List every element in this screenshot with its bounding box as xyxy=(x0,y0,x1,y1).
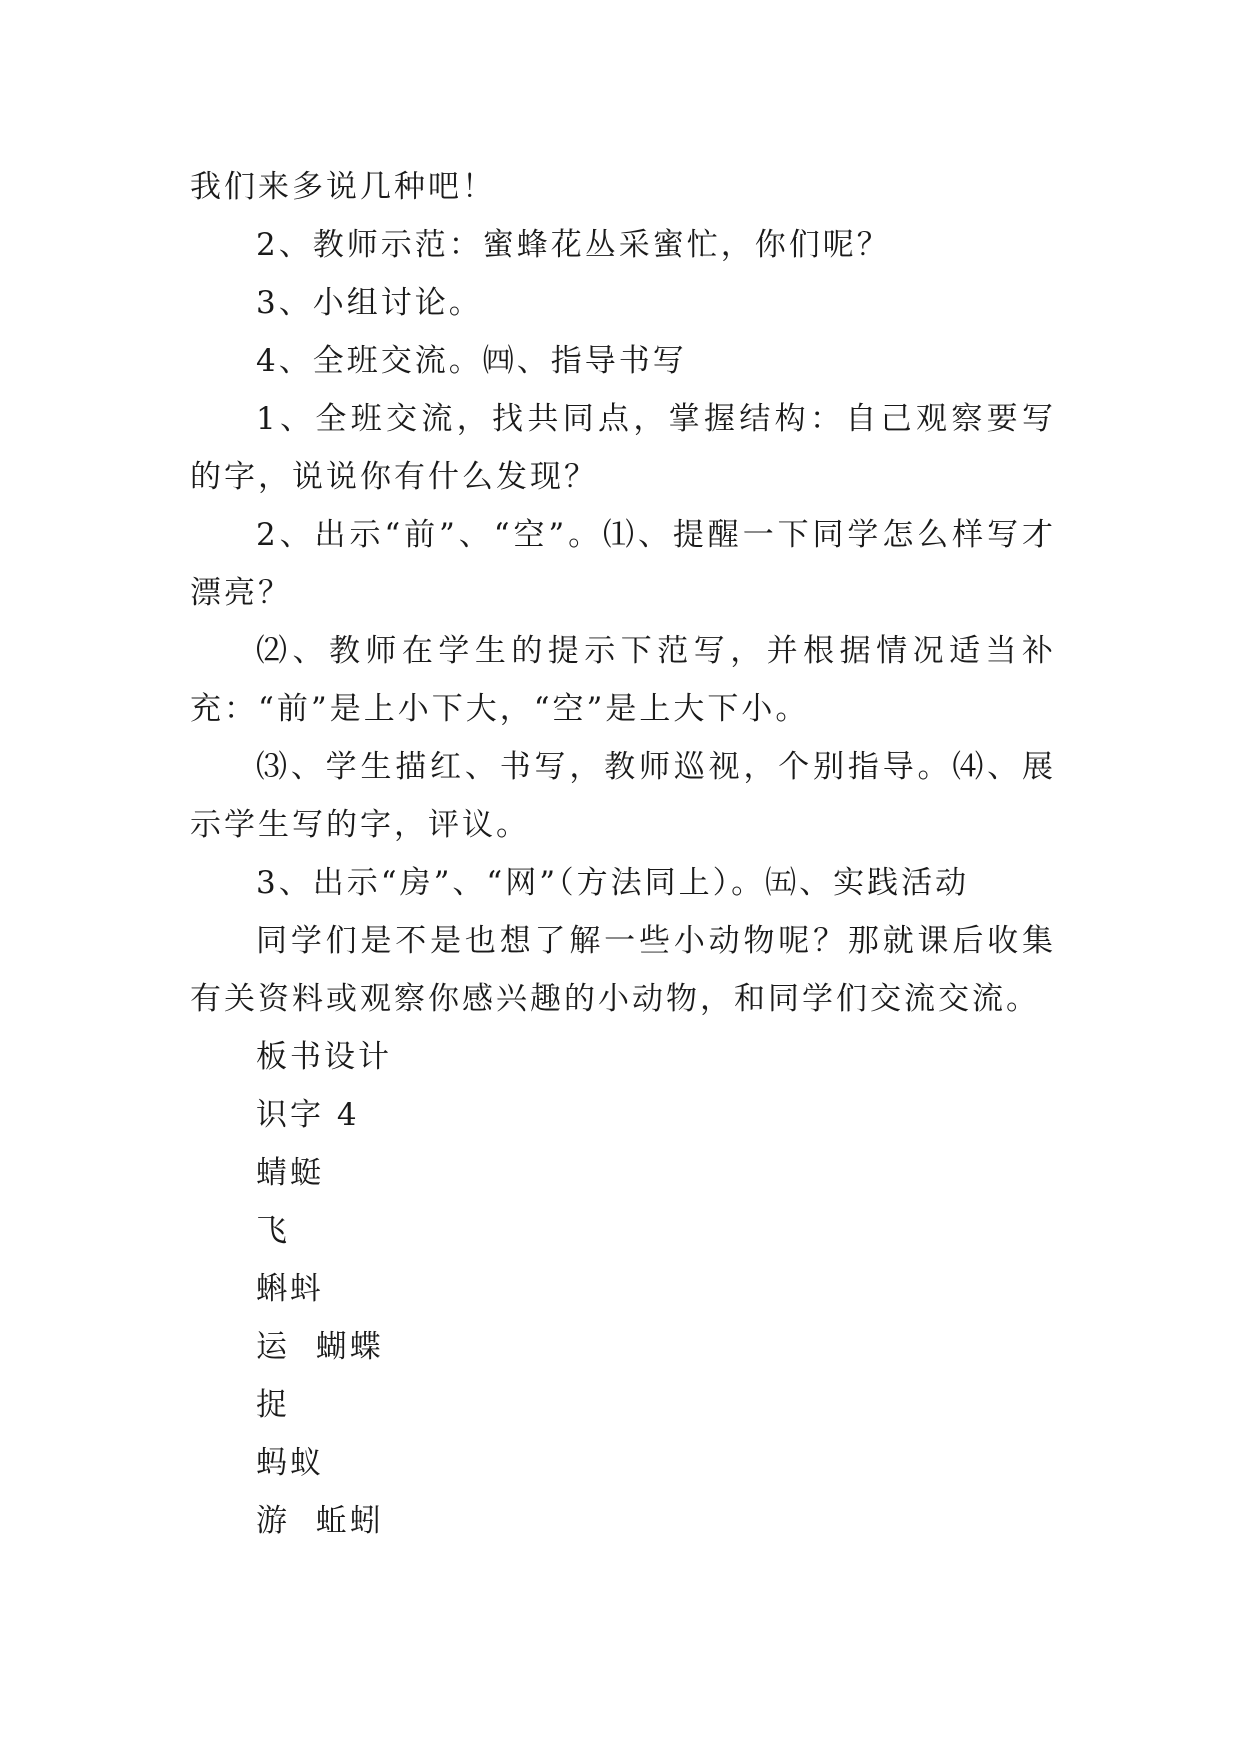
paragraph-class-exchange: 4、全班交流。㈣、指导书写 xyxy=(256,343,687,379)
board-line: 蝌蚪 xyxy=(256,1271,324,1307)
paragraph-intro: 我们来多说几种吧！ xyxy=(190,169,496,205)
paragraph-group-discussion: 3、小组讨论。 xyxy=(256,285,483,321)
board-line: 运 蝴蝶 xyxy=(256,1329,384,1365)
paragraph-find-common: 1、全班交流，找共同点，掌握结构：自己观察要写的字，说说你有什么发现？ xyxy=(190,401,1056,495)
board-heading: 板书设计 xyxy=(256,1039,392,1075)
paragraph-student-writing: ⑶、学生描红、书写，教师巡视，个别指导。⑷、展示学生写的字，评议。 xyxy=(190,749,1056,843)
document-body xyxy=(190,158,1056,1550)
board-line: 蜻蜓 xyxy=(256,1155,324,1191)
board-line: 识字 4 xyxy=(256,1097,360,1133)
board-line: 蚂蚁 xyxy=(256,1445,324,1481)
paragraph-practice: 同学们是不是也想了解一些小动物呢？那就课后收集有关资料或观察你感兴趣的小动物，和同学们交流交流。 xyxy=(190,923,1056,1017)
board-line: 捉 xyxy=(256,1387,290,1423)
board-line: 飞 xyxy=(256,1213,290,1249)
paragraph-show-characters: 2、出示“前”、“空”。⑴、提醒一下同学怎么样写才漂亮？ xyxy=(190,517,1056,611)
paragraph-teacher-demo: 2、教师示范：蜜蜂花丛采蜜忙，你们呢？ xyxy=(256,227,891,263)
board-line: 游 蚯蚓 xyxy=(256,1503,384,1539)
paragraph-teacher-writing: ⑵、教师在学生的提示下范写，并根据情况适当补充：“前”是上小下大，“空”是上大下小。 xyxy=(190,633,1056,727)
paragraph-show-more: 3、出示“房”、“网”（方法同上）。㈤、实践活动 xyxy=(256,865,970,901)
